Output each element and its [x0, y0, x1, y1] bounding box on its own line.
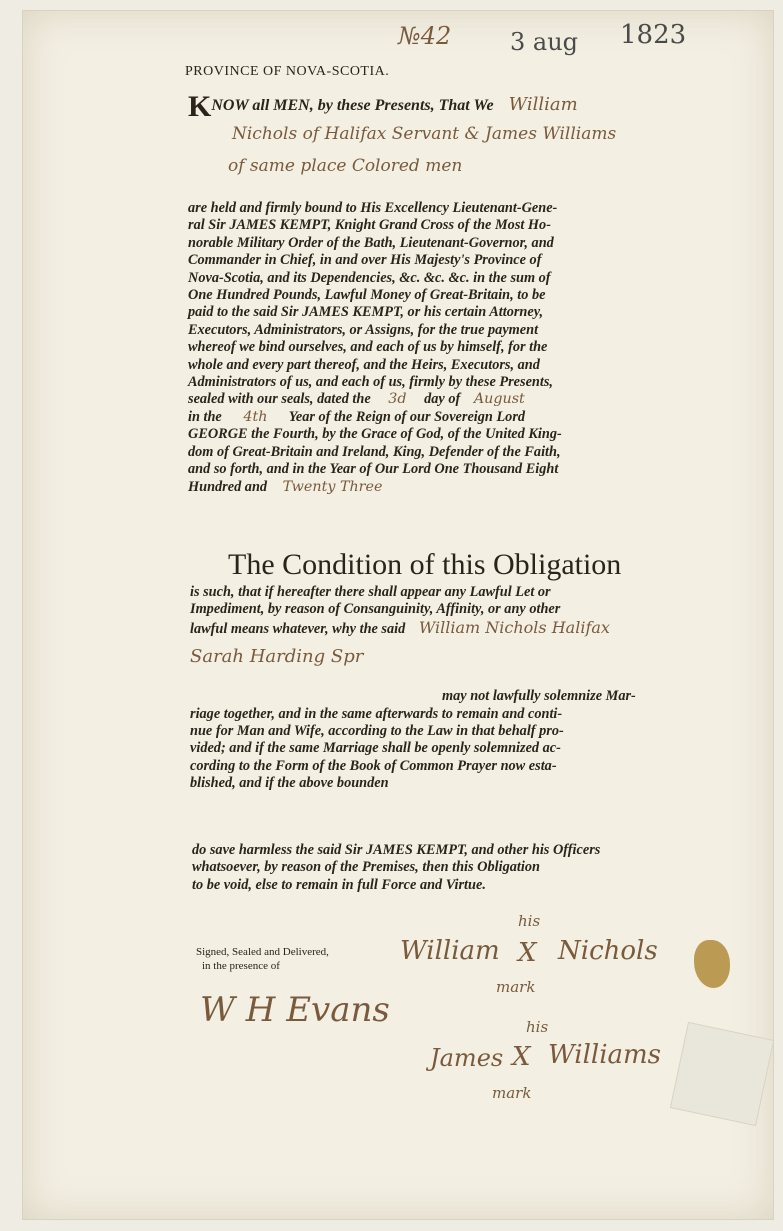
body-line: Administrators of us, and each of us, firmly by these Presents,	[188, 374, 553, 391]
closing-line: whatsoever, by reason of the Premises, then this Obligation	[192, 859, 540, 876]
handwritten-names-line-2: Nichols of Halifax Servant & James Williams	[232, 124, 617, 144]
condition-line: cording to the Form of the Book of Common Prayer now esta-	[190, 757, 557, 774]
condition-line: blished, and if the above bounden	[190, 775, 389, 792]
year-note: 1823	[620, 20, 687, 50]
body-line: are held and firmly bound to His Excellency Lieutenant-Gene-	[188, 200, 558, 216]
condition-title: The Condition of this Obligation	[228, 548, 622, 581]
handwritten-month: August	[473, 391, 525, 408]
condition-text	[190, 584, 715, 793]
body-line: whole and every part thereof, and the Heirs, Executors, and	[188, 356, 540, 373]
condition-line: is such, that if hereafter there shall appear any Lawful Let or	[190, 584, 551, 600]
signed-sealed-label: Signed, Sealed and Delivered, in the presence of	[196, 946, 329, 972]
body-line: GEORGE the Fourth, by the Grace of God, of the United King-	[188, 426, 562, 443]
handwritten-name-1: William	[508, 94, 578, 115]
closing-line: do save harmless the said Sir JAMES KEMPT, and other his Officers	[192, 842, 601, 858]
wax-seal	[694, 940, 730, 988]
handwritten-groom: William Nichols Halifax	[418, 617, 610, 637]
body-line: Executors, Administrators, or Assigns, for the true payment	[188, 321, 539, 338]
body-line: norable Military Order of the Bath, Lieutenant-Governor, and	[188, 234, 554, 251]
hundred-line: Hundred and Twenty Three	[188, 478, 383, 495]
signature-james-williams: his James X Williams mark	[430, 1018, 662, 1102]
sealed-date-line: sealed with our seals, dated the 3d day of August	[188, 391, 525, 408]
initial-capital: K	[188, 90, 212, 123]
handwritten-names-line-3: of same place Colored men	[228, 156, 463, 176]
condition-line: riage together, and in the same afterwards to remain and conti-	[190, 705, 563, 722]
bond-body-text	[188, 200, 713, 496]
handwritten-reign-year: 4th	[243, 408, 268, 425]
condition-line: nue for Man and Wife, according to the Law in that behalf pro-	[190, 723, 564, 740]
know-all-men-line	[188, 92, 578, 122]
reign-year-line: in the 4th Year of the Reign of our Sovereign Lord	[188, 408, 526, 425]
signature-william-nichols: his William X Nichols mark	[400, 912, 658, 996]
condition-line: Impediment, by reason of Consanguinity, Affinity, or any other	[190, 601, 561, 618]
body-line: Commander in Chief, in and over His Majesty's Province of	[188, 252, 542, 269]
body-line: One Hundred Pounds, Lawful Money of Great-Britain, to be	[188, 287, 546, 304]
body-line: Nova-Scotia, and its Dependencies, &c. &c. &c. in the sum of	[188, 269, 551, 286]
body-line: whereof we bind ourselves, and each of us by himself, for the	[188, 339, 548, 356]
handwritten-year: Twenty Three	[282, 478, 383, 495]
condition-line: vided; and if the same Marriage shall be openly solemnized ac-	[190, 740, 561, 757]
closing-text	[192, 842, 712, 894]
know-printed-text: NOW all MEN, by these Presents, That We	[211, 97, 494, 114]
date-note: 3 aug	[510, 28, 579, 56]
closing-line: to be void, else to remain in full Force and Virtue.	[192, 876, 486, 893]
may-line: may not lawfully solemnize Mar-	[442, 688, 636, 705]
body-line: ral Sir JAMES KEMPT, Knight Grand Cross of the Most Ho-	[188, 217, 551, 234]
body-line: and so forth, and in the Year of Our Lord One Thousand Eight	[188, 461, 559, 478]
witness-signature: W H Evans	[200, 990, 390, 1030]
paper-seal-patch	[670, 1022, 774, 1126]
handwritten-day: 3d	[388, 391, 407, 408]
document-title: PROVINCE OF NOVA-SCOTIA.	[185, 64, 390, 79]
document-number: №42	[398, 22, 452, 50]
body-line: paid to the said Sir JAMES KEMPT, or his certain Attorney,	[188, 304, 544, 321]
said-line: lawful means whatever, why the said William Nichols Halifax	[190, 617, 610, 637]
body-line: dom of Great-Britain and Ireland, King, Defender of the Faith,	[188, 443, 561, 460]
handwritten-bride: Sarah Harding Spr	[190, 646, 364, 668]
